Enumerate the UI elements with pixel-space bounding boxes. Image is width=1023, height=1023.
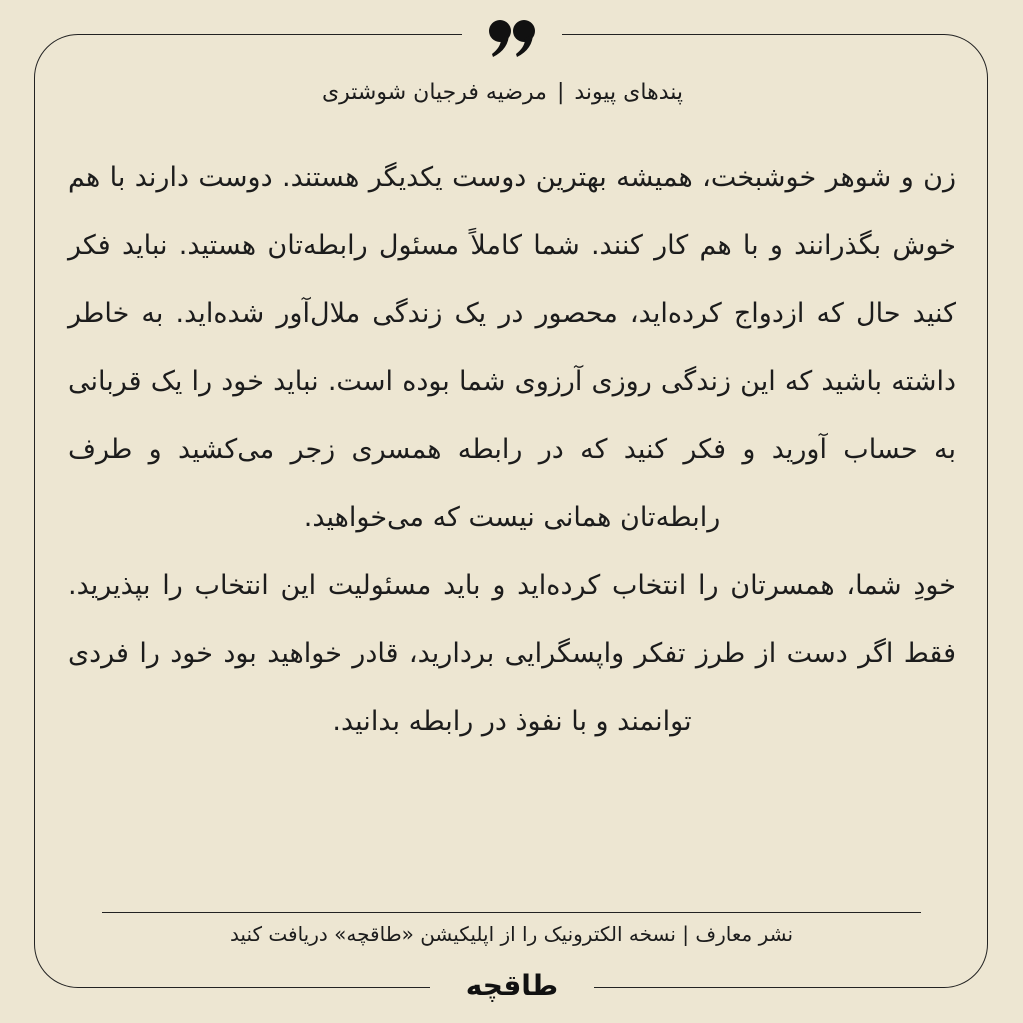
quote-paragraph-1: زن و شوهر خوشبخت، همیشه بهترین دوست یکدیگر هستند. دوست دارند با هم خوش بگذرانند و با هم کار کنند. شما کاملاً مسئول رابطه‌تان هستید. نباید فکر کنید حال که ازدواج کرده‌اید، محصور در یک زندگی ملال‌آور شده‌اید. به خاطر داشته باشید که این زندگی روزی آرزوی شما بوده است. نباید خود را یک قربانی به حساب آورید و فکر کنید که در رابطه همسری زجر می‌کشید و طرف رابطه‌تان همانی نیست که می‌خواهید. — [68, 162, 956, 533]
book-header — [322, 80, 683, 105]
author-name: مرضیه فرجیان شوشتری — [321, 80, 547, 105]
quote-mark-icon — [462, 14, 562, 64]
publisher-note: نشر معارف | نسخه الکترونیک را از اپلیکیشن «طاقچه» دریافت کنید — [229, 922, 794, 946]
header-separator: | — [556, 80, 565, 105]
taaghche-logo: طاقچه — [465, 969, 559, 1002]
quote-paragraph-2: خودِ شما، همسرتان را انتخاب کرده‌اید و باید مسئولیت این انتخاب را بپذیرید. فقط اگر دست از طرز تفکر واپسگرایی بردارید، قادر خواهید بود خود را فردی توانمند و با نفوذ در رابطه بدانید. — [68, 570, 956, 737]
footer-divider — [102, 912, 921, 913]
book-title: پندهای پیوند — [574, 80, 683, 105]
quote-body — [68, 144, 956, 756]
